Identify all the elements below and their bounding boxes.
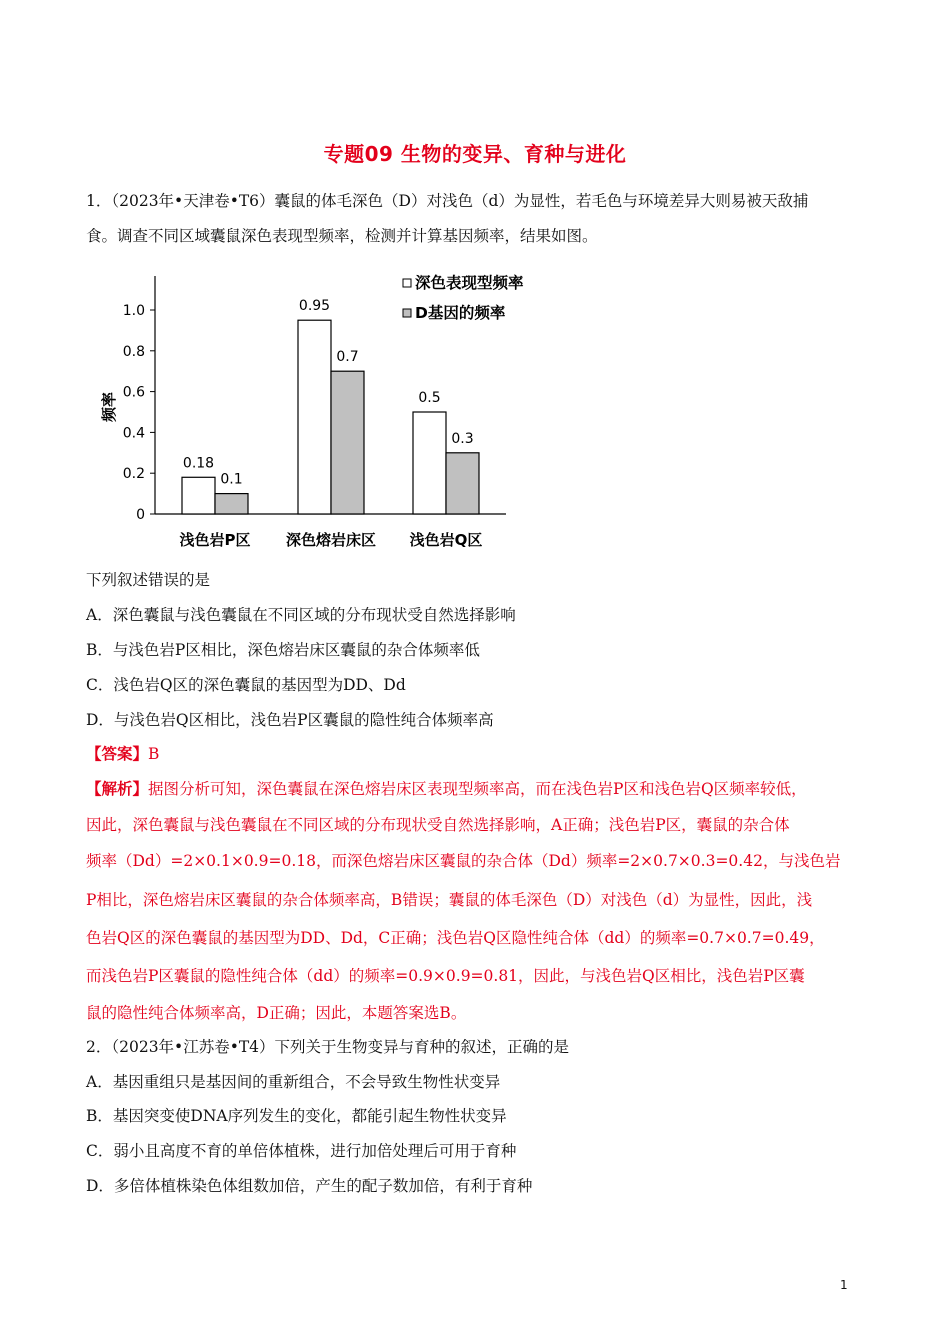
q2-option-c: C．弱小且高度不育的单倍体植株，进行加倍处理后可用于育种 xyxy=(86,1142,517,1160)
legend-label-series-2: D基因的频率 xyxy=(415,304,506,322)
y-tick-label: 0.8 xyxy=(122,343,145,360)
y-tick-label: 0.4 xyxy=(122,425,145,442)
q1-stem-line2: 食。调查不同区域囊鼠深色表现型频率，检测并计算基因频率，结果如图。 xyxy=(86,227,598,245)
analysis-line-3: 频率（Dd）=2×0.1×0.9=0.18，而深色熔岩床区囊鼠的杂合体（Dd）频率=2×0.7×0.3=0.42，与浅色岩 xyxy=(86,852,841,870)
q1-option-b: B．与浅色岩P区相比，深色熔岩床区囊鼠的杂合体频率低 xyxy=(86,641,480,659)
y-tick-label: 0.6 xyxy=(122,384,145,401)
answer-value: B xyxy=(148,745,160,763)
q2-option-b: B．基因突变使DNA序列发生的变化，都能引起生物性状变异 xyxy=(86,1107,507,1125)
analysis-line-5: 色岩Q区的深色囊鼠的基因型为DD、Dd，C正确；浅色岩Q区隐性纯合体（dd）的频率=0.7×0.7=0.49， xyxy=(86,929,825,947)
analysis-line-7: 鼠的隐性纯合体频率高，D正确；因此，本题答案选B。 xyxy=(86,1004,467,1022)
y-axis-label: 频率 xyxy=(100,391,118,423)
q1-prompt: 下列叙述错误的是 xyxy=(86,571,211,589)
analysis-line-1 xyxy=(86,779,807,799)
data-label: 0.5 xyxy=(418,390,441,406)
q2-option-a: A．基因重组只是基因间的重新组合，不会导致生物性状变异 xyxy=(86,1073,501,1091)
q2-option-d: D．多倍体植株染色体组数加倍，产生的配子数加倍，有利于育种 xyxy=(86,1177,533,1195)
data-label: 0.1 xyxy=(220,471,243,488)
page-title: 专题09 生物的变异、育种与进化 xyxy=(323,142,627,166)
data-label: 0.3 xyxy=(451,430,474,447)
analysis-text-1: 据图分析可知，深色囊鼠在深色熔岩床区表现型频率高，而在浅色岩P区和浅色岩Q区频率较低， xyxy=(148,780,807,798)
analysis-line-6: 而浅色岩P区囊鼠的隐性纯合体（dd）的频率=0.9×0.9=0.81，因此，与浅色岩Q区相比，浅色岩P区囊 xyxy=(86,967,805,985)
y-tick-label: 0.2 xyxy=(122,466,145,483)
analysis-line-2: 因此，深色囊鼠与浅色囊鼠在不同区域的分布现状受自然选择影响，A正确；浅色岩P区，囊鼠的杂合体 xyxy=(86,816,790,834)
q1-option-c: C．浅色岩Q区的深色囊鼠的基因型为DD、Dd xyxy=(86,676,406,694)
page-number: 1 xyxy=(840,1278,848,1292)
data-label: 0.7 xyxy=(336,349,359,366)
category-label: 深色熔岩床区 xyxy=(285,531,377,549)
q1-stem-line1: 1．（2023年•天津卷•T6）囊鼠的体毛深色（D）对浅色（d）为显性，若毛色与环境差异大则易被天敌捕 xyxy=(86,192,809,210)
bar-series-1-1 xyxy=(182,477,215,514)
q1-option-a: A．深色囊鼠与浅色囊鼠在不同区域的分布现状受自然选择影响 xyxy=(86,606,516,624)
bar-series-2-3 xyxy=(446,453,479,514)
y-tick-label: 1.0 xyxy=(122,303,145,319)
bar-series-1-3 xyxy=(413,412,446,514)
legend-label-series-1: 深色表现型频率 xyxy=(415,274,524,292)
legend-swatch-series-2 xyxy=(403,309,411,317)
y-tick-label: 0 xyxy=(136,507,145,523)
data-label: 0.18 xyxy=(182,455,215,472)
q1-option-d: D．与浅色岩Q区相比，浅色岩P区囊鼠的隐性纯合体频率高 xyxy=(86,711,494,729)
data-label: 0.95 xyxy=(298,298,331,315)
analysis-line-4: P相比，深色熔岩床区囊鼠的杂合体频率高，B错误；囊鼠的体毛深色（D）对浅色（d）为显性，因此，浅 xyxy=(86,891,813,909)
bar-series-2-2 xyxy=(331,371,364,514)
bar-chart xyxy=(100,262,570,554)
q2-stem: 2．（2023年•江苏卷•T4）下列关于生物变异与育种的叙述，正确的是 xyxy=(86,1038,570,1056)
q1-answer xyxy=(86,744,159,764)
analysis-label: 【解析】 xyxy=(86,779,149,798)
category-label: 浅色岩P区 xyxy=(179,531,251,549)
category-label: 浅色岩Q区 xyxy=(409,531,483,549)
answer-label: 【答案】 xyxy=(86,744,149,763)
bar-series-2-1 xyxy=(215,494,248,514)
bar-series-1-2 xyxy=(298,320,331,514)
legend-swatch-series-1 xyxy=(403,279,411,287)
